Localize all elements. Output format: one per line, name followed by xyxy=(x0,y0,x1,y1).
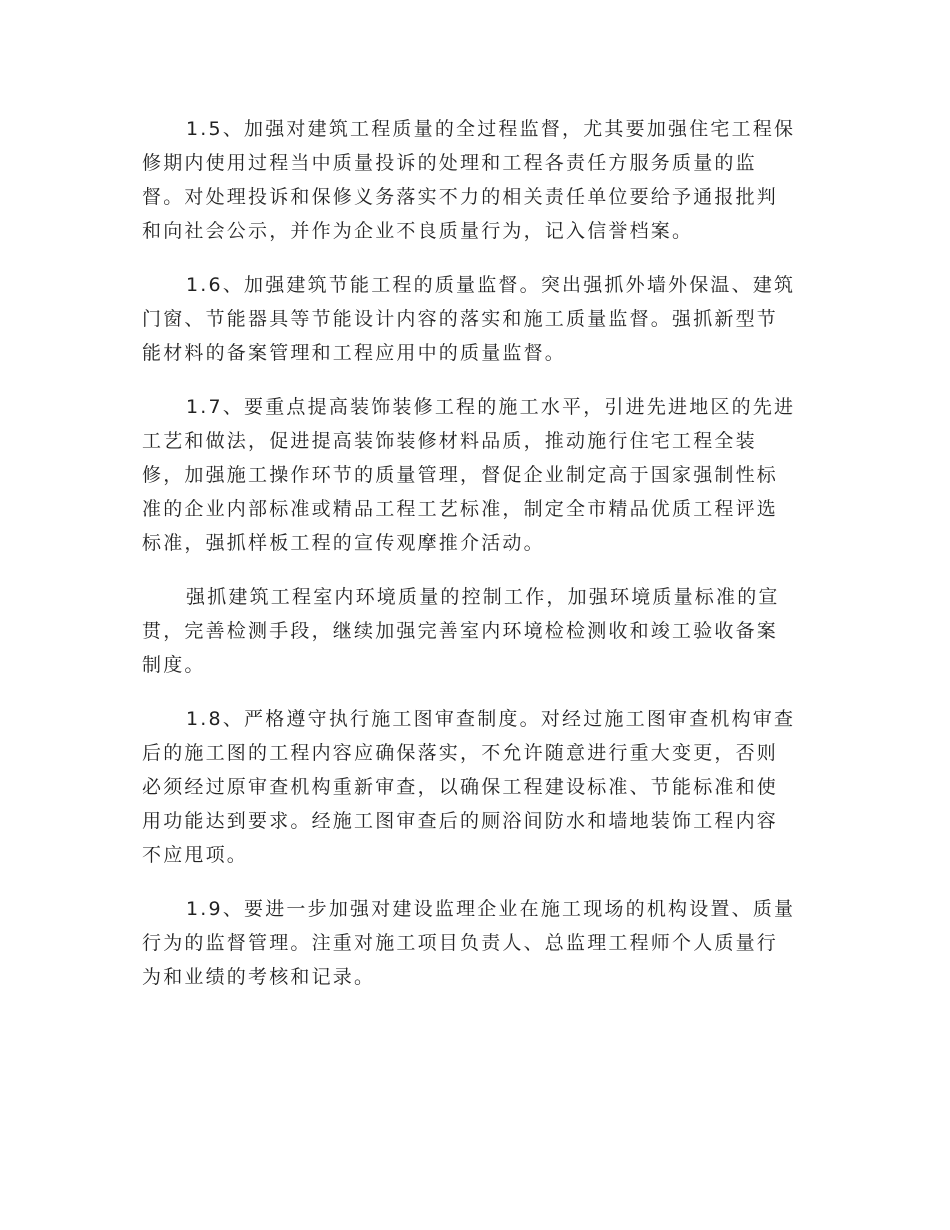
paragraph-line: 1.5、加强对建筑工程质量的全过程监督，尤其要加强住宅工程保 xyxy=(186,118,796,140)
paragraph-line: 后的施工图的工程内容应确保落实，不允许随意进行重大变更，否则 xyxy=(142,742,779,764)
document-body xyxy=(142,112,802,1014)
paragraph-line: 修期内使用过程当中质量投诉的处理和工程各责任方服务质量的监 xyxy=(142,152,757,174)
paragraph-line: 强抓建筑工程室内环境质量的控制工作，加强环境质量标准的宣 xyxy=(186,586,780,608)
paragraph-1-5 xyxy=(142,112,802,248)
paragraph-line: 门窗、节能器具等节能设计内容的落实和施工质量监督。强抓新型节 xyxy=(142,308,779,330)
paragraph-1-7 xyxy=(142,390,802,560)
paragraph-indoor-environment xyxy=(142,580,802,682)
paragraph-line: 1.6、加强建筑节能工程的质量监督。突出强抓外墙外保温、建筑 xyxy=(186,274,796,296)
paragraph-line: 不应甩项。 xyxy=(142,844,249,866)
paragraph-line: 1.9、要进一步加强对建设监理企业在施工现场的机构设置、质量 xyxy=(186,898,796,920)
paragraph-1-8 xyxy=(142,702,802,872)
paragraph-line: 行为的监督管理。注重对施工项目负责人、总监理工程师个人质量行 xyxy=(142,932,779,954)
paragraph-line: 工艺和做法，促进提高装饰装修材料品质，推动施行住宅工程全装 xyxy=(142,430,757,452)
paragraph-1-6 xyxy=(142,268,802,370)
paragraph-line: 督。对处理投诉和保修义务落实不力的相关责任单位要给予通报批判 xyxy=(142,186,779,208)
paragraph-line: 修，加强施工操作环节的质量管理，督促企业制定高于国家强制性标 xyxy=(142,464,779,486)
paragraph-line: 为和业绩的考核和记录。 xyxy=(142,966,376,988)
paragraph-line: 准的企业内部标准或精品工程工艺标准，制定全市精品优质工程评选 xyxy=(142,498,779,520)
paragraph-line: 用功能达到要求。经施工图审查后的厕浴间防水和墙地装饰工程内容 xyxy=(142,810,779,832)
paragraph-line: 必须经过原审查机构重新审查，以确保工程建设标准、节能标准和使 xyxy=(142,776,779,798)
paragraph-line: 1.8、严格遵守执行施工图审查制度。对经过施工图审查机构审查 xyxy=(186,708,796,730)
paragraph-line: 和向社会公示，并作为企业不良质量行为，记入信誉档案。 xyxy=(142,220,694,242)
paragraph-line: 标准，强抓样板工程的宣传观摩推介活动。 xyxy=(142,532,545,554)
paragraph-line: 贯，完善检测手段，继续加强完善室内环境检检测收和竣工验收备案 xyxy=(142,620,779,642)
paragraph-line: 制度。 xyxy=(142,654,206,676)
paragraph-1-9 xyxy=(142,892,802,994)
paragraph-line: 1.7、要重点提高装饰装修工程的施工水平，引进先进地区的先进 xyxy=(186,396,796,418)
paragraph-line: 能材料的备案管理和工程应用中的质量监督。 xyxy=(142,342,567,364)
